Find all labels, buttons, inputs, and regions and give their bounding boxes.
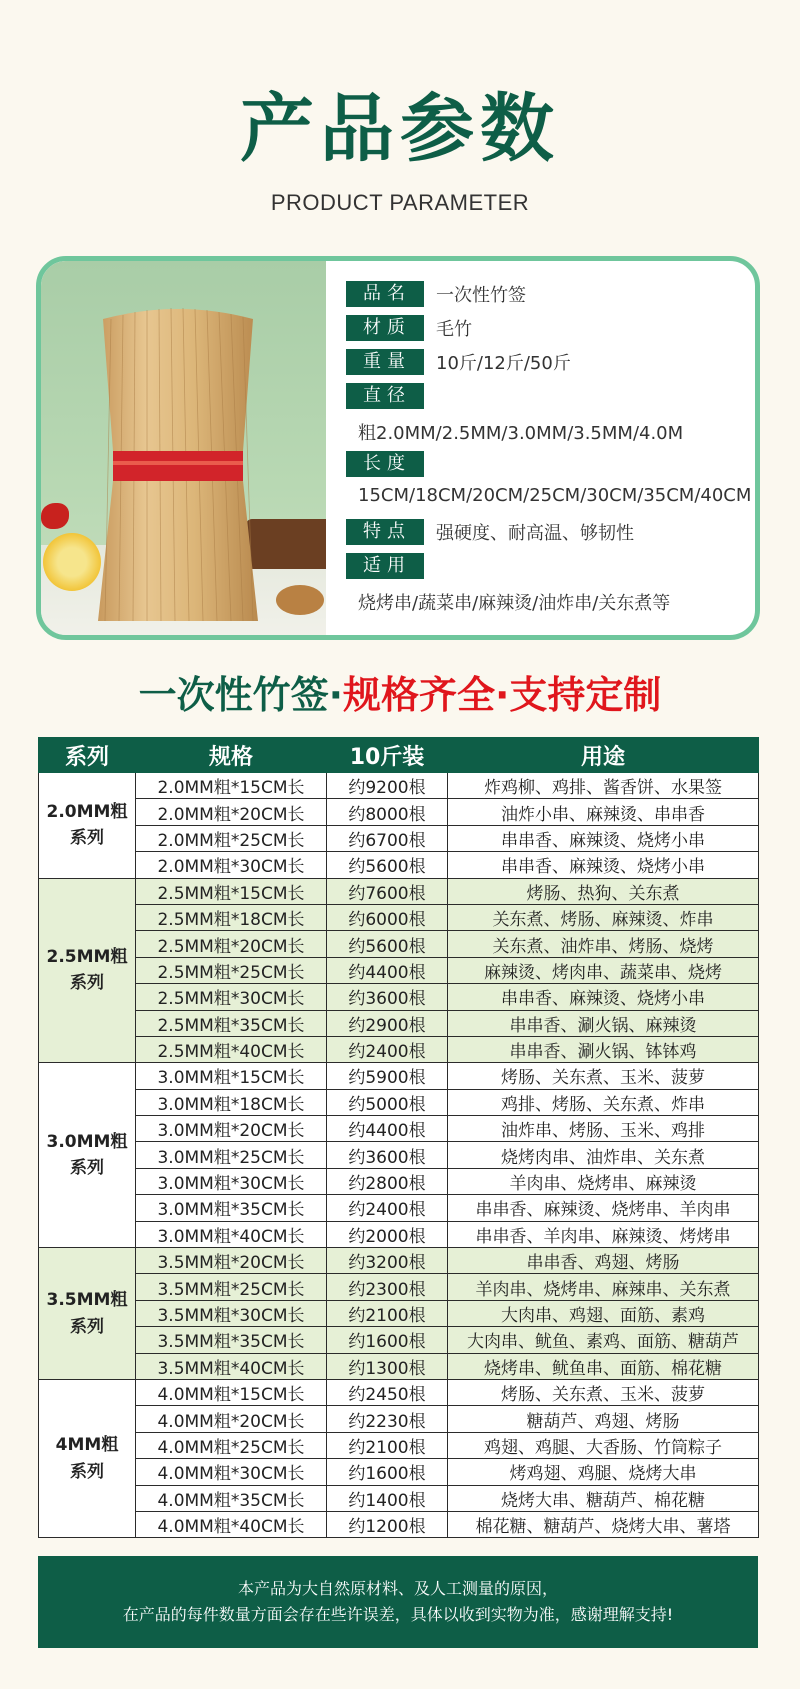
spec-cell: 4.0MM粗*35CM长 [136, 1485, 327, 1511]
table-row [39, 1221, 759, 1247]
usage-cell: 炸鸡柳、鸡排、酱香饼、水果签 [448, 773, 759, 799]
count-cell: 约1600根 [327, 1459, 448, 1485]
table-group-2-0mm [39, 773, 759, 879]
usage-cell: 烤鸡翅、鸡腿、烧烤大串 [448, 1459, 759, 1485]
param-label-weight: 重量 [346, 349, 424, 375]
count-cell: 约3600根 [327, 1142, 448, 1168]
usage-cell: 大肉串、鸡翅、面筋、素鸡 [448, 1300, 759, 1326]
count-cell: 约4400根 [327, 957, 448, 983]
column-header-count: 10斤装 [327, 738, 448, 773]
table-row [39, 1274, 759, 1300]
param-label-name: 品名 [346, 281, 424, 307]
usage-cell: 烤肠、关东煮、玉米、菠萝 [448, 1063, 759, 1089]
count-cell: 约2400根 [327, 1036, 448, 1062]
param-value-length: 15CM/18CM/20CM/25CM/30CM/35CM/40CM [358, 485, 752, 506]
usage-cell: 串串香、鸡翅、烤肠 [448, 1248, 759, 1274]
specification-table [38, 737, 759, 1538]
count-cell: 约2800根 [327, 1168, 448, 1194]
count-cell: 约2230根 [327, 1406, 448, 1432]
table-row [39, 931, 759, 957]
usage-cell: 关东煮、油炸串、烤肠、烧烤 [448, 931, 759, 957]
usage-cell: 麻辣烫、烤肉串、蔬菜串、烧烤 [448, 957, 759, 983]
table-row [39, 1168, 759, 1194]
table-group-4-0mm [39, 1379, 759, 1537]
spec-cell: 2.5MM粗*20CM长 [136, 931, 327, 957]
product-parameter-card [36, 256, 760, 640]
table-row [39, 1248, 759, 1274]
spec-cell: 4.0MM粗*25CM长 [136, 1432, 327, 1458]
count-cell: 约6700根 [327, 825, 448, 851]
param-label-material: 材质 [346, 315, 424, 341]
param-value-weight: 10斤/12斤/50斤 [436, 353, 571, 374]
spec-cell: 2.0MM粗*25CM长 [136, 825, 327, 851]
page-title: 产品参数 [240, 86, 560, 172]
count-cell: 约5600根 [327, 931, 448, 957]
spec-cell: 2.5MM粗*18CM长 [136, 904, 327, 930]
series-cell: 3.0MM粗 系列 [39, 1063, 136, 1248]
usage-cell: 串串香、麻辣烫、烧烤小串 [448, 984, 759, 1010]
usage-cell: 鸡翅、鸡腿、大香肠、竹筒粽子 [448, 1432, 759, 1458]
photo-wooden-spoon [276, 585, 324, 615]
table-row [39, 1036, 759, 1062]
table-row [39, 1300, 759, 1326]
spec-cell: 2.5MM粗*15CM长 [136, 878, 327, 904]
column-header-series: 系列 [39, 738, 136, 773]
param-row-feature [346, 519, 634, 545]
param-value-usage: 烧烤串/蔬菜串/麻辣烫/油炸串/关东煮等 [358, 593, 671, 614]
usage-cell: 关东煮、烤肠、麻辣烫、炸串 [448, 904, 759, 930]
count-cell: 约1200根 [327, 1511, 448, 1537]
table-row [39, 1010, 759, 1036]
usage-cell: 糖葫芦、鸡翅、烤肠 [448, 1406, 759, 1432]
spec-cell: 3.0MM粗*30CM长 [136, 1168, 327, 1194]
param-label-length: 长度 [346, 451, 424, 477]
spec-cell: 3.0MM粗*35CM长 [136, 1195, 327, 1221]
count-cell: 约2400根 [327, 1195, 448, 1221]
param-label-usage: 适用 [346, 553, 424, 579]
table-header-row [39, 738, 759, 773]
spec-cell: 4.0MM粗*20CM长 [136, 1406, 327, 1432]
slogan-part-green: 一次性竹签· [138, 673, 343, 717]
table-row [39, 878, 759, 904]
column-header-usage: 用途 [448, 738, 759, 773]
bamboo-skewer-bundle-image [93, 301, 263, 626]
count-cell: 约5900根 [327, 1063, 448, 1089]
table-row [39, 1195, 759, 1221]
param-row-weight [346, 349, 571, 375]
spec-cell: 3.0MM粗*20CM长 [136, 1116, 327, 1142]
param-value-material: 毛竹 [436, 319, 472, 340]
count-cell: 约3200根 [327, 1248, 448, 1274]
spec-cell: 3.0MM粗*40CM长 [136, 1221, 327, 1247]
usage-cell: 串串香、涮火锅、麻辣烫 [448, 1010, 759, 1036]
series-cell: 3.5MM粗 系列 [39, 1248, 136, 1380]
usage-cell: 烤肠、热狗、关东煮 [448, 878, 759, 904]
usage-cell: 棉花糖、糖葫芦、烧烤大串、薯塔 [448, 1511, 759, 1537]
spec-cell: 2.0MM粗*20CM长 [136, 799, 327, 825]
spec-cell: 2.0MM粗*30CM长 [136, 852, 327, 878]
column-header-spec: 规格 [136, 738, 327, 773]
spec-cell: 3.5MM粗*35CM长 [136, 1327, 327, 1353]
count-cell: 约2450根 [327, 1379, 448, 1405]
table-row [39, 1142, 759, 1168]
footer-line-1: 本产品为大自然原材料、及人工测量的原因， [237, 1579, 558, 1598]
count-cell: 约9200根 [327, 773, 448, 799]
table-row [39, 773, 759, 799]
param-label-feature: 特点 [346, 519, 424, 545]
spec-cell: 4.0MM粗*40CM长 [136, 1511, 327, 1537]
table-row [39, 1089, 759, 1115]
usage-cell: 串串香、麻辣烫、烧烤小串 [448, 825, 759, 851]
usage-cell: 串串香、麻辣烫、烧烤串、羊肉串 [448, 1195, 759, 1221]
table-row [39, 1485, 759, 1511]
spec-cell: 3.5MM粗*30CM长 [136, 1300, 327, 1326]
count-cell: 约1300根 [327, 1353, 448, 1379]
table-row [39, 852, 759, 878]
count-cell: 约5000根 [327, 1089, 448, 1115]
usage-cell: 油炸串、烤肠、玉米、鸡排 [448, 1116, 759, 1142]
table-row [39, 799, 759, 825]
param-value-name: 一次性竹签 [436, 285, 526, 306]
usage-cell: 羊肉串、烧烤串、麻辣串、关东煮 [448, 1274, 759, 1300]
series-cell: 2.0MM粗 系列 [39, 773, 136, 879]
slogan-part-red: 规格齐全·支持定制 [343, 673, 662, 717]
param-row-diameter [346, 383, 424, 409]
spec-cell: 2.5MM粗*30CM长 [136, 984, 327, 1010]
table-row [39, 957, 759, 983]
param-row-length [346, 451, 424, 477]
table-row [39, 1406, 759, 1432]
usage-cell: 烧烤串、鱿鱼串、面筋、棉花糖 [448, 1353, 759, 1379]
usage-cell: 串串香、涮火锅、钵钵鸡 [448, 1036, 759, 1062]
count-cell: 约3600根 [327, 984, 448, 1010]
spec-cell: 2.5MM粗*35CM长 [136, 1010, 327, 1036]
series-cell: 2.5MM粗 系列 [39, 878, 136, 1063]
table-row [39, 1432, 759, 1458]
count-cell: 约5600根 [327, 852, 448, 878]
count-cell: 约2000根 [327, 1221, 448, 1247]
table-row [39, 1511, 759, 1537]
table-row [39, 984, 759, 1010]
table-row [39, 1063, 759, 1089]
count-cell: 约7600根 [327, 878, 448, 904]
param-row-usage [346, 553, 424, 579]
spec-cell: 4.0MM粗*15CM长 [136, 1379, 327, 1405]
count-cell: 约8000根 [327, 799, 448, 825]
table-row [39, 1116, 759, 1142]
usage-cell: 烧烤肉串、油炸串、关东煮 [448, 1142, 759, 1168]
spec-cell: 2.0MM粗*15CM长 [136, 773, 327, 799]
footer-line-2: 在产品的每件数量方面会存在些许误差，具体以收到实物为准，感谢理解支持! [122, 1605, 674, 1624]
spec-cell: 3.0MM粗*15CM长 [136, 1063, 327, 1089]
table-row [39, 1379, 759, 1405]
series-cell: 4MM粗 系列 [39, 1379, 136, 1537]
page-subtitle: PRODUCT PARAMETER [270, 190, 530, 215]
param-value-diameter: 粗2.0MM/2.5MM/3.0MM/3.5MM/4.0M [358, 423, 684, 444]
table-group-2-5mm [39, 878, 759, 1063]
param-label-diameter: 直径 [346, 383, 424, 409]
usage-cell: 烤肠、关东煮、玉米、菠萝 [448, 1379, 759, 1405]
usage-cell: 大肉串、鱿鱼、素鸡、面筋、糖葫芦 [448, 1327, 759, 1353]
footer-notice [38, 1556, 758, 1648]
product-photo [41, 261, 326, 635]
count-cell: 约2900根 [327, 1010, 448, 1036]
count-cell: 约4400根 [327, 1116, 448, 1142]
usage-cell: 串串香、羊肉串、麻辣烫、烤烤串 [448, 1221, 759, 1247]
count-cell: 约1400根 [327, 1485, 448, 1511]
spec-cell: 3.5MM粗*25CM长 [136, 1274, 327, 1300]
usage-cell: 油炸小串、麻辣烫、串串香 [448, 799, 759, 825]
usage-cell: 烧烤大串、糖葫芦、棉花糖 [448, 1485, 759, 1511]
spec-cell: 3.5MM粗*40CM长 [136, 1353, 327, 1379]
spec-cell: 4.0MM粗*30CM长 [136, 1459, 327, 1485]
table-row [39, 1459, 759, 1485]
spec-cell: 2.5MM粗*40CM长 [136, 1036, 327, 1062]
count-cell: 约2100根 [327, 1432, 448, 1458]
table-group-3-0mm [39, 1063, 759, 1248]
table-row [39, 904, 759, 930]
param-row-name [346, 281, 526, 307]
usage-cell: 串串香、麻辣烫、烧烤小串 [448, 852, 759, 878]
usage-cell: 鸡排、烤肠、关东煮、炸串 [448, 1089, 759, 1115]
spec-cell: 2.5MM粗*25CM长 [136, 957, 327, 983]
spec-cell: 3.0MM粗*18CM长 [136, 1089, 327, 1115]
table-row [39, 1353, 759, 1379]
count-cell: 约6000根 [327, 904, 448, 930]
slogan-heading [0, 673, 800, 717]
param-value-feature: 强硬度、耐高温、够韧性 [436, 523, 634, 544]
count-cell: 约2100根 [327, 1300, 448, 1326]
table-row [39, 1327, 759, 1353]
usage-cell: 羊肉串、烧烤串、麻辣烫 [448, 1168, 759, 1194]
spec-cell: 3.0MM粗*25CM长 [136, 1142, 327, 1168]
count-cell: 约1600根 [327, 1327, 448, 1353]
spec-cell: 3.5MM粗*20CM长 [136, 1248, 327, 1274]
param-row-material [346, 315, 472, 341]
count-cell: 约2300根 [327, 1274, 448, 1300]
photo-pepper [41, 503, 69, 529]
table-row [39, 825, 759, 851]
table-group-3-5mm [39, 1248, 759, 1380]
